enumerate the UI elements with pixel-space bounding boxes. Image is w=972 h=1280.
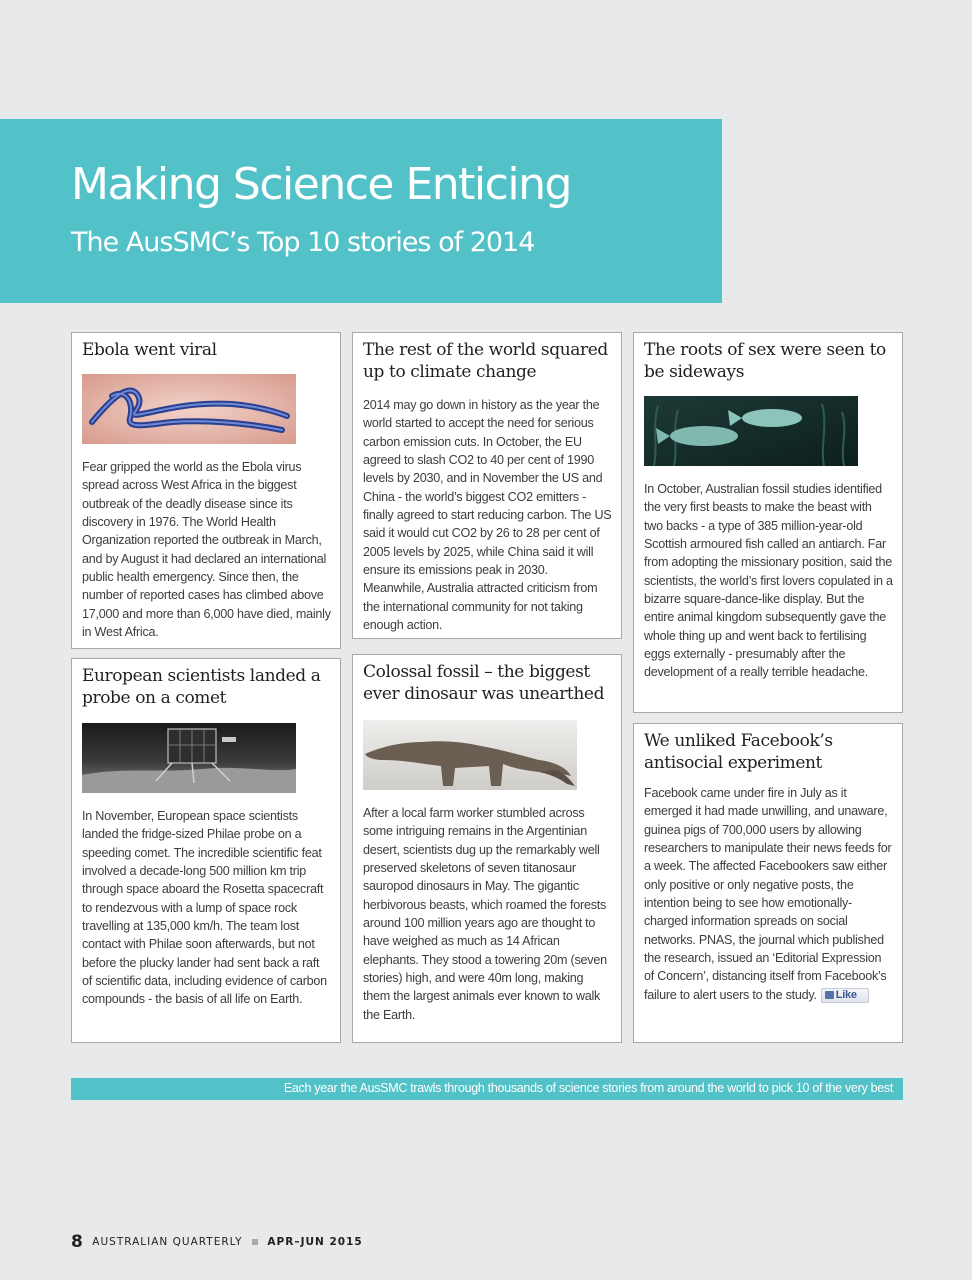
story-headline: The rest of the world squared up to climate change: [363, 340, 608, 382]
story-body: In October, Australian fossil studies identified the very first beasts to make the beast with two backs - a type of 385 million-year-old Scottish armoured fish called an antiarch. Far from adopting the missionary position, said the scientists, the world’s first lovers copulated in a bizarre square-dance-like display. But the entire animal kingdom subsequently gave the whole thing up and went back to fertilising eggs externally - presumably after the development of a really terrible headache.: [644, 482, 893, 680]
page-title: Making Science Enticing: [71, 159, 571, 210]
ebola-virus-image: [82, 374, 296, 444]
title-banner: [0, 119, 722, 303]
story-headline: Ebola went viral: [82, 340, 217, 360]
story-card-fish: [633, 332, 903, 713]
publication-name: AUSTRALIAN QUARTERLY: [92, 1236, 243, 1248]
story-card-facebook: [633, 723, 903, 1043]
story-headline: The roots of sex were seen to be sideways: [644, 340, 886, 382]
story-card-ebola: [71, 332, 341, 649]
caption-bar: [71, 1078, 903, 1100]
like-label: Like: [835, 988, 857, 1001]
story-body: In November, European space scientists landed the fridge-sized Philae probe on a speeding comet. The incredible scientific feat involved a decade-long 500 million km trip through space aboard the Rosetta spacecraft to rendezvous with a lump of space rock travelling at 135,000 km/h. The team lost contact with Philae soon afterwards, but not before the plucky lander had sent back a raft of scientific data, including evidence of carbon compounds - the basis of all life on Earth.: [82, 809, 327, 1007]
story-card-dinosaur: [352, 654, 622, 1043]
story-body: [644, 784, 893, 1004]
caption-text: Each year the AusSMC trawls through thousands of science stories from around the world to pick 10 of the very best: [283, 1081, 893, 1095]
antiarch-fish-image: [644, 396, 858, 466]
story-card-climate: [352, 332, 622, 639]
story-body: 2014 may go down in history as the year the world started to accept the need for serious carbon emission cuts. In October, the EU agreed to slash CO2 to 40 per cent of 1990 levels by 2030, and in November the US and China - the world’s biggest CO2 emitters - finally agreed to start reducing carbon. The US said it would cut CO2 by 26 to 28 per cent of 2005 levels by 2025, while China said it will ensure its emissions peak in 2030. Meanwhile, Australia attracted criticism from the international community for not taking enough action.: [363, 398, 612, 633]
page-subtitle: The AusSMC’s Top 10 stories of 2014: [71, 227, 535, 258]
story-body: Fear gripped the world as the Ebola virus spread across West Africa in the biggest outbreak of the deadly disease since its discovery in 1976. The World Health Organization reported the outbreak in March, and by August it had declared an international public health emergency. Since then, the number of reported cases has climbed above 17,000 and more than 6,000 have died, mainly in West Africa.: [82, 460, 331, 640]
story-body-text: Facebook came under fire in July as it emerged it had made unwilling, and unaware, guinea pigs of 700,000 users by allowing researchers to manipulate their news feeds for a week. The affected Facebookers saw either only positive or only negative posts, the intention being to see how emotionally-charged information spreads on social networks. PNAS, the journal which published the research, issued an ‘Editorial Expression of Concern’, distancing itself from Facebook’s failure to alert users to the study.: [644, 786, 892, 1002]
thumbs-up-icon: [825, 991, 834, 999]
issue-date: APR–JUN 2015: [267, 1236, 363, 1248]
page-footer: [71, 1232, 363, 1252]
philae-lander-image: [82, 723, 296, 793]
like-button[interactable]: [821, 988, 869, 1003]
story-card-comet: [71, 658, 341, 1043]
titanosaur-image: [363, 720, 577, 790]
footer-separator: [252, 1239, 258, 1245]
page-number: 8: [71, 1232, 83, 1252]
story-headline: We unliked Facebook’s antisocial experiment: [644, 731, 833, 773]
story-headline: Colossal fossil – the biggest ever dinosaur was unearthed: [363, 662, 605, 704]
story-body: After a local farm worker stumbled across some intriguing remains in the Argentinian desert, scientists dug up the remarkably well preserved skeletons of seven titanosaur sauropod dinosaurs in May. The gigantic herbivorous beasts, which roamed the forests around 100 million years ago are thought to have weighed as much as 14 African elephants. They stood a towering 20m (seven stories) high, and were 40m long, making them the largest animals ever known to walk the Earth.: [363, 806, 607, 1022]
story-headline: European scientists landed a probe on a comet: [82, 666, 321, 708]
